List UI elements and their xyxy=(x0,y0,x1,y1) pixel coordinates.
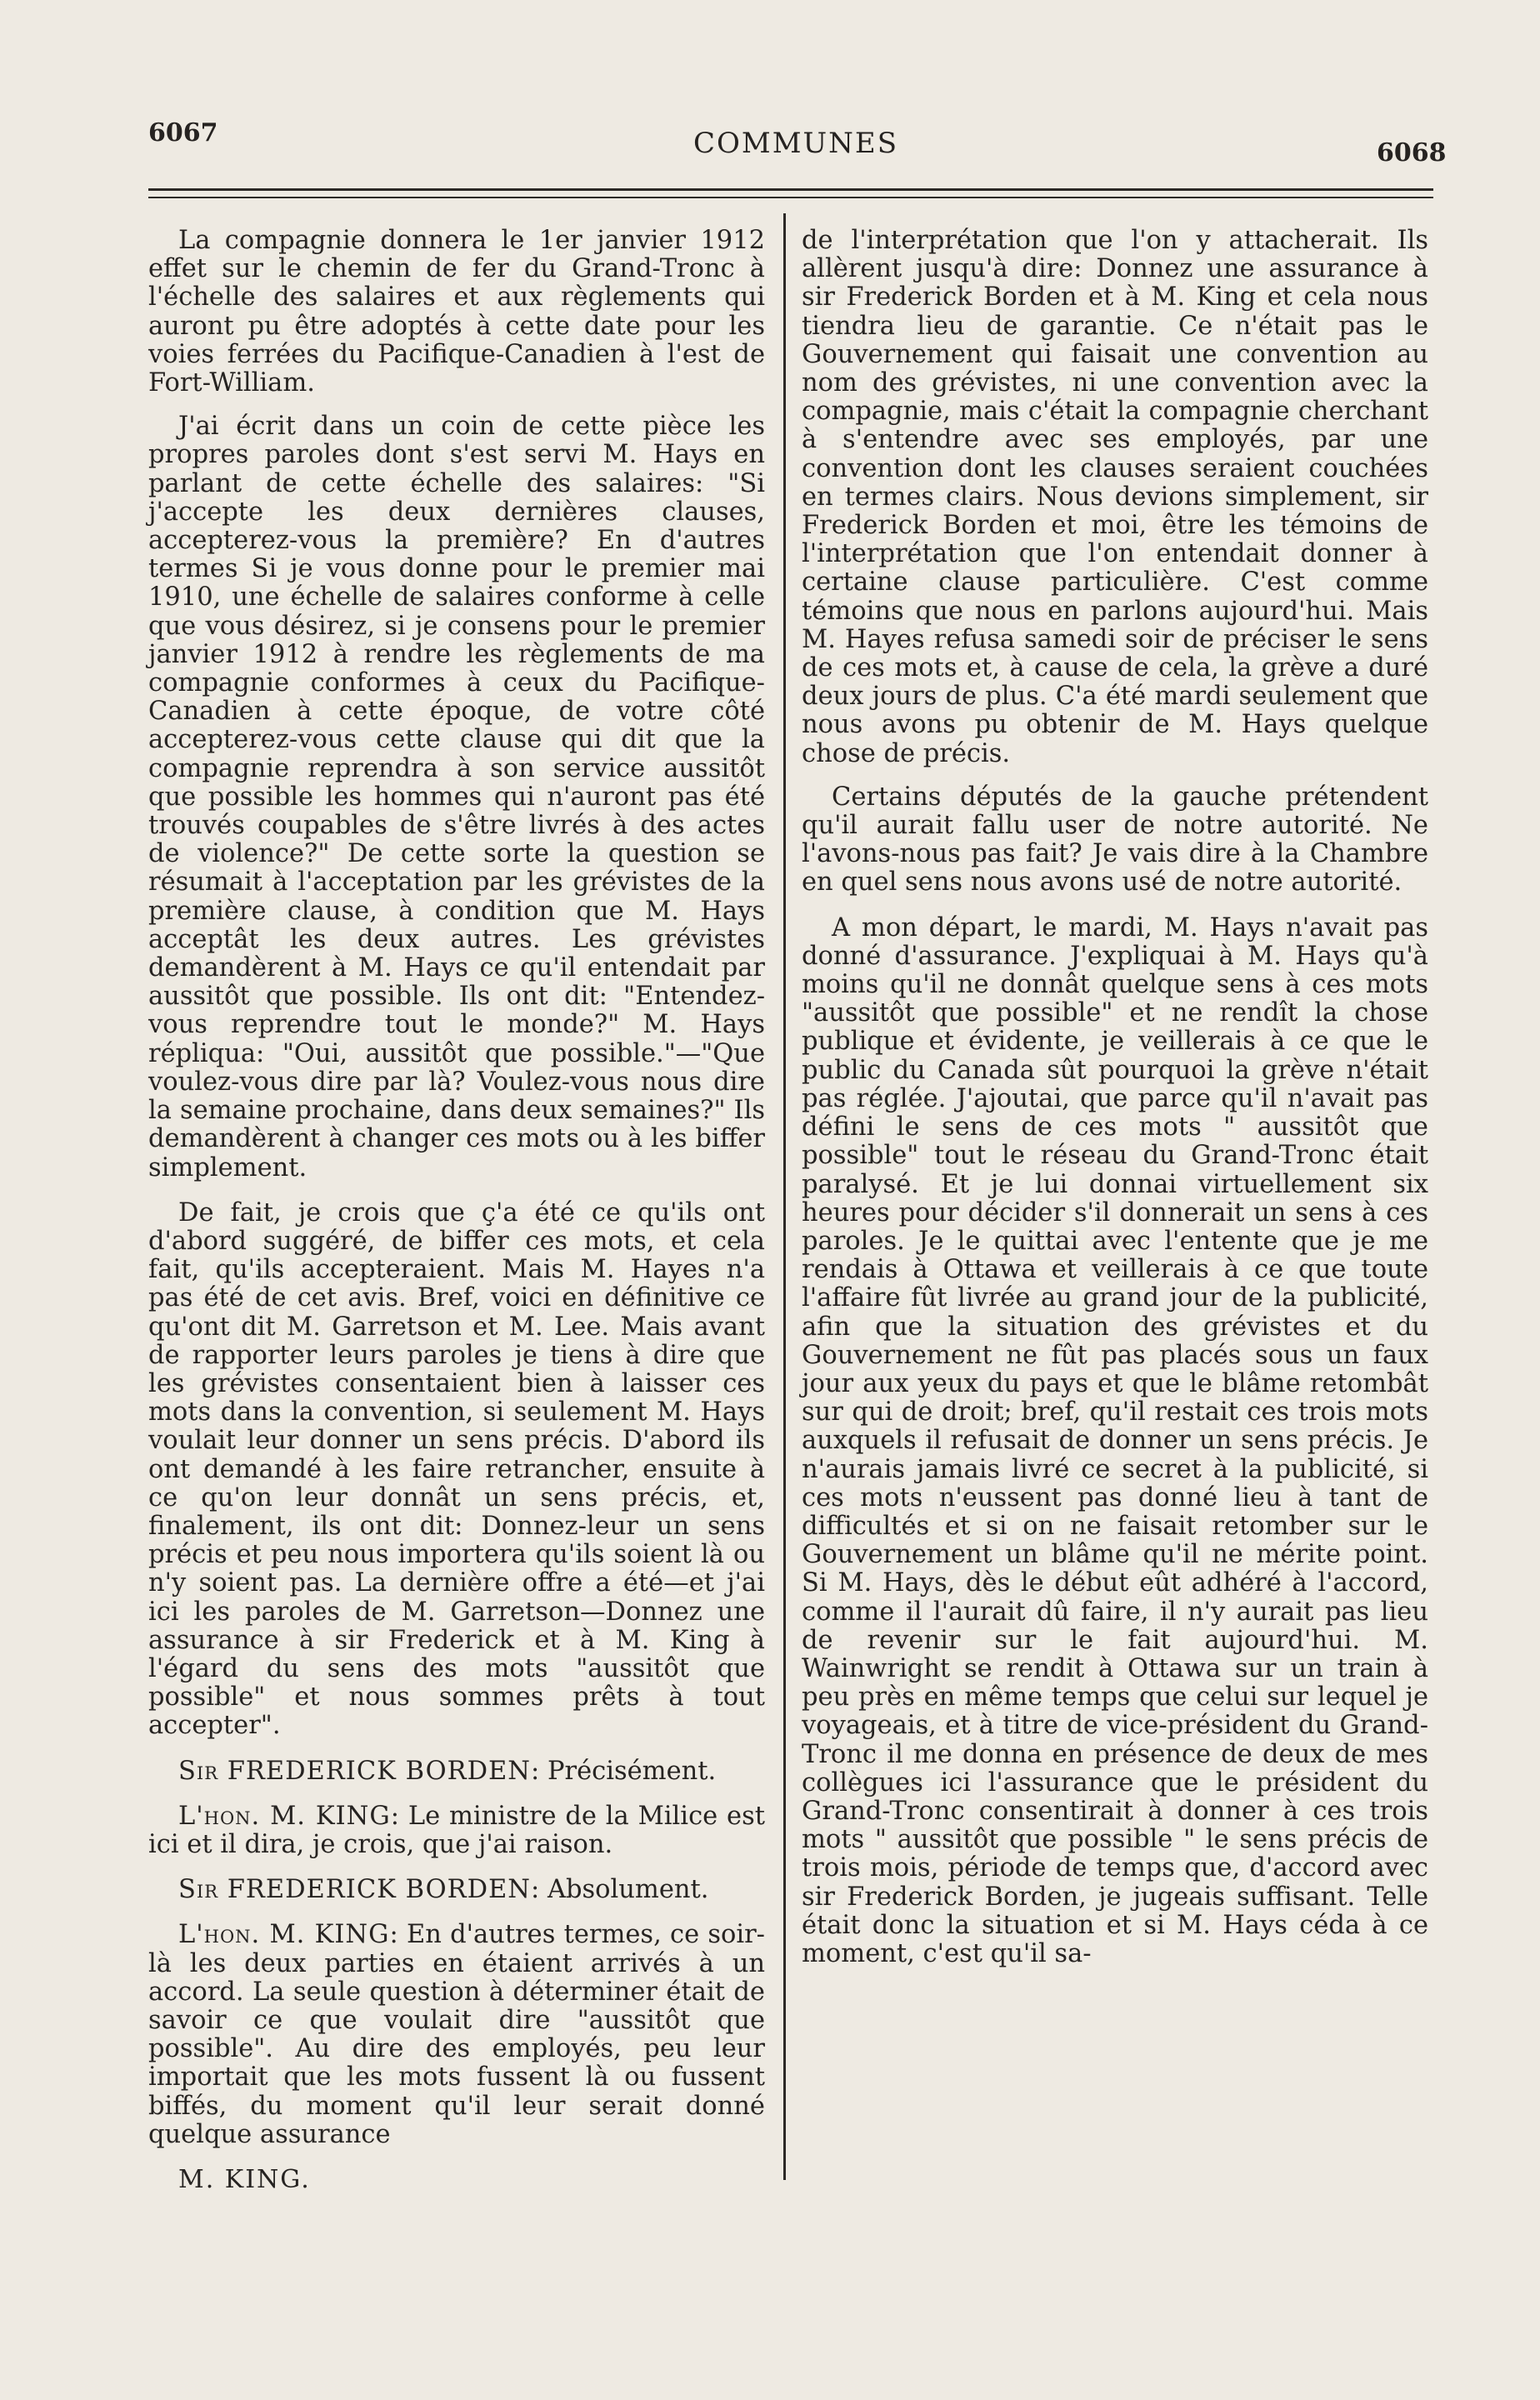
paragraph-authority: Certains députés de la gauche prétendent qu'il aurait fallu user de notre autorité. Ne l'avons-nous pas fait? Je vais dire à la Chambre en quel sens nous avons usé de notre autorité. xyxy=(802,782,1428,898)
page-number-left: 6067 xyxy=(148,118,218,148)
speaker-name: Sir FREDERICK BORDEN xyxy=(178,1875,531,1905)
paragraph-agreement-clause: La compagnie donnera le 1er janvier 1912 effet sur le chemin de fer du Grand-Tronc à l'échelle des salaires et aux règlements qui auront pu être adoptés à cette date pour les voies ferrées du Pacifique-Canadien à l'est de Fort-William. xyxy=(148,226,765,398)
paragraph-hays-words: J'ai écrit dans un coin de cette pièce les propres paroles dont s'est servi M. Hays en parlant de cette échelle des salaires: "Si j'accepte les deux dernières clauses, accepterez-vous la première? En d'autres termes Si je vous donne pour le premier mai 1910, une échelle de salaires conforme à celle que vous désirez, si je consens pour le premier janvier 1912 à rendre les règlements de ma compagnie conformes à ceux du Pacifique-Canadien à cette époque, de votre côté accepterez-vous cette clause qui dit que la compagnie reprendra à son service aussitôt que possible les hommes qui n'auront pas été trouvés coupables de s'être livrés à des actes de violence?" De cette sorte la question se résumait à l'acceptation par les grévistes de la première clause, à condition que M. Hays acceptât les deux autres. Les grévistes demandèrent à M. Hays ce qu'il entendait par aussitôt que possible. Ils ont dit: "Entendez-vous reprendre tout le monde?" M. Hays répliqua: "Oui, aussitôt que possible."—"Que voulez-vous dire par là? Voulez-vous nous dire la semaine prochaine, dans deux semaines?" Ils demandèrent à changer ces mots ou à les biffer simplement. xyxy=(148,412,765,1182)
speaker-name: L'hon. M. KING xyxy=(178,1920,390,1950)
page-number-right: 6068 xyxy=(1377,138,1447,168)
speech-text: : En d'autres termes, ce soir-là les deux parties en étaient arrivés à un accord. La seule question à déterminer était de savoir ce que voulait dire "aussitôt que possible". Au dire des employés, peu leur importait que les mots fussent là ou fussent biffés, du moment qu'il leur serait donné quelque assurance xyxy=(148,1920,765,2149)
speech-borden-1 xyxy=(148,1758,765,1786)
column-signature: M. KING. xyxy=(178,2165,311,2194)
speech-text: : Le ministre de la Milice est ici et il dira, je crois, que j'ai raison. xyxy=(148,1801,765,1859)
page-header xyxy=(0,0,1540,192)
paragraph-strikers-request: De fait, je crois que ç'a été ce qu'ils ont d'abord suggéré, de biffer ces mots, et cela fait, qu'ils accepteraient. Mais M. Hayes n'a pas été de cet avis. Bref, voici en définitive ce qu'ont dit M. Garretson et M. Lee. Mais avant de rapporter leurs paroles je tiens à dire que les grévistes consentaient bien à laisser ces mots dans la convention, si seulement M. Hays voulait leur donner un sens précis. D'abord ils ont demandé à les faire retrancher, ensuite à ce qu'on leur donnât un sens précis, et, finalement, ils ont dit: Donnez-leur un sens précis et peu nous importera qu'ils soient là ou n'y soient pas. La dernière offre a été—et j'ai ici les paroles de M. Garretson—Donnez une assurance à sir Frederick et à M. King à l'égard du sens des mots "aussitôt que possible" et nous sommes prêts à tout accepter". xyxy=(148,1198,765,1741)
header-rule-bottom xyxy=(148,197,1433,198)
running-title: COMMUNES xyxy=(693,127,899,160)
speech-king-2 xyxy=(148,1921,765,2149)
speech-king-1 xyxy=(148,1802,765,1859)
left-column xyxy=(148,227,765,2194)
paragraph-interpretation: de l'interprétation que l'on y attacherait. Ils allèrent jusqu'à dire: Donnez une assurance à sir Frederick Borden et à M. King et cela nous tiendra lieu de garantie. Ce n'était pas le Gouvernement qui faisait une convention au nom des grévistes, ni une convention avec la compagnie, mais c'était la compagnie cherchant à s'entendre avec ses employés, par une convention dont les clauses seraient couchées en termes clairs. Nous devions simplement, sir Frederick Borden et moi, être les témoins de l'interprétation que l'on entendait donner à certaine clause particulière. C'est comme témoins que nous en parlons aujourd'hui. Mais M. Hayes refusa samedi soir de préciser le sens de ces mots et, à cause de cela, la grève a duré deux jours de plus. C'a été mardi seulement que nous avons pu obtenir de M. Hays quelque chose de précis. xyxy=(802,226,1428,768)
right-column xyxy=(802,227,1428,1985)
speech-text: : Absolument. xyxy=(531,1875,709,1905)
speech-text: : Précisément. xyxy=(531,1756,717,1786)
header-rule-top xyxy=(148,188,1433,191)
paragraph-departure: A mon départ, le mardi, M. Hays n'avait pas donné d'assurance. J'expliquai à M. Hays qu'à moins qu'il ne donnât quelque sens à ces mots "aussitôt que possible" et ne rendît la chose publique et évidente, je veillerais à ce que le public du Canada sût pourquoi la grève n'était pas réglée. J'ajoutai, que parce qu'il n'avait pas défini le sens de ces mots " aussitôt que possible" tout le réseau du Grand-Tronc était paralysé. Et je lui donnai virtuellement six heures pour décider s'il donnerait un sens à ces paroles. Je le quittai avec l'entente que je me rendais à Ottawa et veillerais à ce que toute l'affaire fût livrée au grand jour de la publicité, afin que la situation des grévistes et du Gouvernement ne fût pas placés sous un faux jour aux yeux du pays et que le blâme retombât sur qui de droit; bref, qu'il restait ces trois mots auxquels il refusait de donner un sens précis. Je n'aurais jamais livré ce secret à la publicité, si ces mots n'eussent pas donné lieu à tant de difficultés et si on ne faisait retomber sur le Gouvernement un blâme qu'il ne mérite point. Si M. Hays, dès le début eût adhéré à l'accord, comme il l'aurait dû faire, il n'y aurait pas lieu de revenir sur le fait aujourd'hui. M. Wainwright se rendit à Ottawa sur un train à peu près en même temps que celui sur lequel je voyageais, et à titre de vice-président du Grand-Tronc il me donna en présence de deux de mes collègues ici l'assurance que le président du Grand-Tronc consentirait à donner à ces trois mots " aussitôt que possible " le sens précis de trois mois, période de temps que, d'accord avec sir Frederick Borden, je jugeais suffisant. Telle était donc la situation et si M. Hays céda à ce moment, c'est qu'il sa- xyxy=(802,912,1428,1968)
speaker-name: Sir FREDERICK BORDEN xyxy=(178,1756,531,1786)
column-divider xyxy=(783,213,786,2180)
speaker-name: L'hon. M. KING xyxy=(178,1801,391,1831)
speech-borden-2 xyxy=(148,1876,765,1904)
